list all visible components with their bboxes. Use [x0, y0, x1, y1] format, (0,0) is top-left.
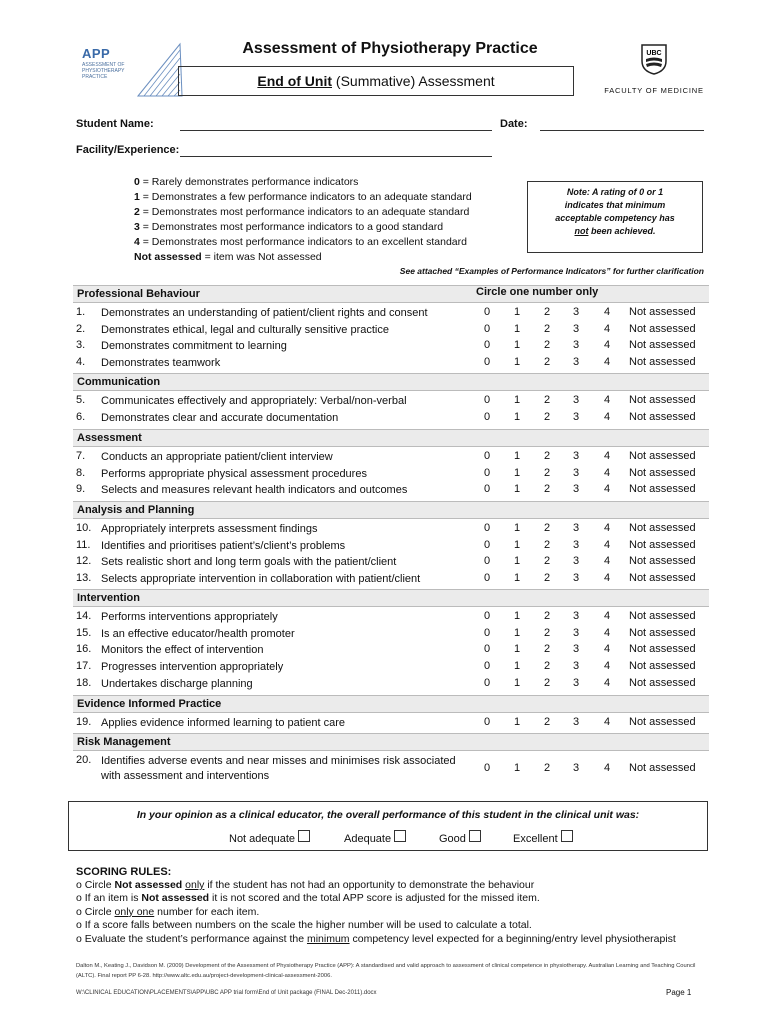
scale-item: 4 = Demonstrates most performance indicators to an excellent standard	[134, 236, 467, 248]
item-text: Demonstrates ethical, legal and culturally sensitive practice	[101, 323, 389, 336]
item-text: Identifies adverse events and near misses and minimises risk associated with assessment and interventions	[101, 755, 456, 782]
not-assessed-option[interactable]: Not assessed	[629, 466, 696, 479]
item-number: 5.	[76, 394, 86, 406]
not-assessed-option[interactable]: Not assessed	[629, 716, 696, 728]
item-text: Sets realistic short and long term goals with the patient/client	[101, 556, 397, 569]
score-option-2[interactable]: 2	[543, 339, 551, 352]
score-option-4[interactable]: 4	[603, 610, 611, 622]
checkbox[interactable]	[298, 830, 310, 842]
rule-item: o If an item is Not assessed it is not scored and the total APP score is adjusted for the missed item.	[76, 892, 540, 905]
score-option-2[interactable]: 2	[543, 643, 551, 656]
score-option-2[interactable]: 2	[543, 716, 551, 728]
score-option-0[interactable]: 0	[483, 555, 491, 568]
not-assessed-option[interactable]: Not assessed	[629, 538, 696, 551]
score-option-4[interactable]: 4	[603, 483, 611, 496]
scale-item: 3 = Demonstrates most performance indicators to a good standard	[134, 221, 444, 233]
not-assessed-option[interactable]: Not assessed	[629, 572, 696, 585]
table-row	[76, 716, 716, 732]
score-option-4[interactable]: 4	[603, 339, 611, 352]
score-option-3[interactable]: 3	[572, 522, 580, 534]
section-header: Risk Management	[73, 733, 709, 751]
score-option-4[interactable]: 4	[603, 322, 611, 335]
table-row	[76, 660, 716, 676]
score-option-2[interactable]: 2	[543, 450, 551, 462]
item-number: 1.	[76, 306, 86, 318]
item-text: Demonstrates commitment to learning	[101, 340, 287, 353]
table-row	[76, 339, 716, 355]
score-option-2[interactable]: 2	[543, 322, 551, 335]
not-assessed-option[interactable]: Not assessed	[629, 322, 696, 335]
item-number: 11.	[76, 538, 91, 551]
score-option-3[interactable]: 3	[572, 676, 580, 689]
score-option-1[interactable]: 1	[513, 394, 521, 406]
score-option-2[interactable]: 2	[543, 538, 551, 551]
table-row	[76, 610, 716, 626]
ubc-logo-text: UBC	[646, 50, 662, 57]
note-rest: been achieved.	[588, 226, 656, 236]
score-option-1[interactable]: 1	[513, 643, 521, 656]
score-option-3[interactable]: 3	[572, 450, 580, 462]
score-option-4[interactable]: 4	[603, 538, 611, 551]
score-option-3[interactable]: 3	[572, 306, 580, 318]
subtitle-rest: (Summative) Assessment	[332, 73, 495, 89]
table-row	[76, 394, 716, 410]
facility-field[interactable]	[180, 156, 492, 157]
score-option-4[interactable]: 4	[603, 676, 611, 689]
score-option-3[interactable]: 3	[572, 762, 580, 774]
option-label: Adequate	[344, 833, 392, 845]
item-text: Performs interventions appropriately	[101, 611, 278, 623]
score-option-0[interactable]: 0	[483, 676, 491, 689]
item-number: 12.	[76, 555, 92, 568]
score-option-0[interactable]: 0	[483, 610, 491, 622]
option-excellent[interactable]	[513, 830, 573, 845]
score-option-1[interactable]: 1	[513, 555, 521, 568]
table-row	[76, 483, 716, 499]
not-assessed-option[interactable]: Not assessed	[629, 522, 696, 534]
score-option-1[interactable]: 1	[513, 610, 521, 622]
score-option-2[interactable]: 2	[543, 306, 551, 318]
table-row	[76, 356, 716, 372]
scoring-rules-heading: SCORING RULES:	[76, 866, 172, 878]
option-not-adequate[interactable]	[229, 830, 310, 845]
score-option-3[interactable]: 3	[572, 483, 580, 496]
score-option-2[interactable]: 2	[543, 356, 551, 369]
note-not: not	[574, 226, 589, 236]
checkbox[interactable]	[394, 830, 406, 842]
item-text: Conducts an appropriate patient/client interview	[101, 451, 333, 463]
score-option-2[interactable]: 2	[543, 555, 551, 568]
item-text: Undertakes discharge planning	[101, 677, 253, 690]
item-number: 2.	[76, 322, 86, 335]
score-option-0[interactable]: 0	[483, 466, 491, 479]
score-option-3[interactable]: 3	[572, 660, 580, 673]
item-text: Demonstrates an understanding of patient/client rights and consent	[101, 307, 428, 319]
score-option-0[interactable]: 0	[483, 483, 491, 496]
checkbox[interactable]	[469, 830, 481, 842]
score-option-4[interactable]: 4	[603, 716, 611, 728]
score-option-0[interactable]: 0	[483, 538, 491, 551]
score-option-3[interactable]: 3	[572, 572, 580, 585]
item-number: 17.	[76, 660, 92, 673]
section-header: Communication	[73, 373, 709, 391]
score-option-1[interactable]: 1	[513, 410, 521, 423]
score-option-1[interactable]: 1	[513, 716, 521, 728]
item-text: Demonstrates teamwork	[101, 357, 221, 370]
score-option-1[interactable]: 1	[513, 322, 521, 335]
score-option-0[interactable]: 0	[483, 522, 491, 534]
score-option-0[interactable]: 0	[483, 339, 491, 352]
item-text: Performs appropriate physical assessment procedures	[101, 467, 367, 480]
rule-item: o Circle only one number for each item.	[76, 905, 260, 918]
table-row	[76, 555, 716, 571]
score-option-2[interactable]: 2	[543, 410, 551, 423]
score-option-1[interactable]: 1	[513, 676, 521, 689]
score-option-4[interactable]: 4	[603, 450, 611, 462]
table-row	[76, 539, 716, 555]
item-number: 8.	[76, 466, 86, 479]
rule-item: o Evaluate the student’s performance against the minimum competency level expected for a beginning/entry level physiotherapist	[76, 932, 676, 945]
item-text: Monitors the effect of intervention	[101, 644, 264, 657]
option-label: Excellent	[513, 833, 558, 845]
score-option-4[interactable]: 4	[603, 306, 611, 318]
score-option-0[interactable]: 0	[483, 322, 491, 335]
score-option-1[interactable]: 1	[513, 483, 521, 496]
references: Dalton M., Keating J., Davidson M. (2009) Development of the Assessment of Physiotherapy Practice (APP): A standardised and valid approach to assessment of clinical competence in physiotherapy. Australian Learning and Teaching Council (ALTC). Final report PP 6-28. http://www.altc.edu.au/project-development-clinical-assessment-2006.	[76, 963, 696, 979]
section-header: Evidence Informed Practice	[73, 695, 709, 713]
score-option-0[interactable]: 0	[483, 572, 491, 585]
item-number: 10.	[76, 522, 92, 534]
item-number: 3.	[76, 339, 86, 352]
section-header: Assessment	[73, 429, 709, 447]
item-text: Progresses intervention appropriately	[101, 661, 284, 674]
score-option-2[interactable]: 2	[543, 610, 551, 622]
score-option-1[interactable]: 1	[513, 306, 521, 318]
score-option-4[interactable]: 4	[603, 626, 611, 639]
item-number: 19.	[76, 716, 92, 728]
score-option-4[interactable]: 4	[603, 466, 611, 479]
assessment-subtitle	[178, 66, 574, 96]
score-option-4[interactable]: 4	[603, 572, 611, 585]
score-option-4[interactable]: 4	[603, 394, 611, 406]
item-text: Appropriately interprets assessment findings	[101, 523, 318, 535]
score-option-1[interactable]: 1	[513, 450, 521, 462]
score-option-0[interactable]: 0	[483, 626, 491, 639]
overall-question: In your opinion as a clinical educator, the overall performance of this student in the clinical unit was:	[136, 809, 640, 821]
note-line: indicates that minimum	[564, 200, 666, 210]
option-adequate[interactable]	[344, 830, 406, 845]
item-number: 14.	[76, 610, 92, 622]
scale-item: 0 = Rarely demonstrates performance indicators	[134, 176, 359, 188]
footer-file-path: W:\CLINICAL EDUCATION\PLACEMENTS\APP\UBC APP trial form\End of Unit package (FINAL Dec-2011).docx	[76, 990, 377, 996]
app-logo	[76, 40, 186, 100]
item-number: 4.	[76, 356, 86, 369]
option-label: Not adequate	[229, 833, 296, 845]
score-option-0[interactable]: 0	[483, 762, 491, 774]
item-number: 16.	[76, 643, 92, 656]
note-box	[527, 181, 703, 253]
score-option-4[interactable]: 4	[603, 762, 611, 774]
table-row	[76, 572, 716, 588]
item-number: 6.	[76, 410, 86, 423]
item-number: 13.	[76, 572, 92, 585]
student-name-field[interactable]	[180, 130, 492, 131]
ubc-crest-icon	[640, 43, 668, 75]
item-number: 15.	[76, 626, 92, 639]
section-header: Professional Behaviour	[73, 285, 709, 303]
app-logo-subtitle: ASSESSMENT OF PHYSIOTHERAPY PRACTICE	[82, 62, 125, 80]
score-option-4[interactable]: 4	[603, 660, 611, 673]
not-assessed-option[interactable]: Not assessed	[629, 483, 696, 496]
overall-performance-box	[68, 801, 708, 851]
item-number: 9.	[76, 483, 86, 496]
student-name-label: Student Name:	[76, 118, 154, 130]
date-label: Date:	[500, 118, 528, 130]
score-option-3[interactable]: 3	[572, 322, 580, 335]
option-label: Good	[439, 833, 466, 845]
score-option-2[interactable]: 2	[543, 522, 551, 534]
score-option-0[interactable]: 0	[483, 394, 491, 406]
item-text: Applies evidence informed learning to patient care	[101, 717, 345, 729]
page-title: Assessment of Physiotherapy Practice	[242, 40, 538, 57]
score-option-0[interactable]: 0	[483, 410, 491, 423]
score-option-1[interactable]: 1	[513, 660, 521, 673]
score-option-1[interactable]: 1	[513, 339, 521, 352]
score-option-3[interactable]: 3	[572, 555, 580, 568]
section-header: Intervention	[73, 589, 709, 607]
score-option-1[interactable]: 1	[513, 538, 521, 551]
date-field[interactable]	[540, 130, 704, 131]
table-row	[76, 306, 716, 322]
not-assessed-option[interactable]: Not assessed	[629, 660, 696, 673]
score-option-0[interactable]: 0	[483, 643, 491, 656]
score-option-1[interactable]: 1	[513, 572, 521, 585]
note-line	[528, 225, 702, 238]
score-option-0[interactable]: 0	[483, 450, 491, 462]
table-row	[76, 467, 716, 483]
score-option-1[interactable]: 1	[513, 466, 521, 479]
score-option-2[interactable]: 2	[543, 660, 551, 673]
item-text: Identifies and prioritises patient’s/client’s problems	[101, 539, 346, 552]
not-assessed-option[interactable]: Not assessed	[629, 450, 696, 462]
note-line: acceptable competency has	[555, 213, 675, 223]
not-assessed-option[interactable]: Not assessed	[629, 306, 696, 318]
table-row	[76, 450, 716, 466]
item-text: Selects appropriate intervention in collaboration with patient/client	[101, 573, 421, 586]
score-option-3[interactable]: 3	[572, 643, 580, 656]
scoring-rules-list	[76, 879, 676, 946]
table-row	[76, 754, 716, 786]
table-row	[76, 643, 716, 659]
score-option-0[interactable]: 0	[483, 660, 491, 673]
scale-item: Not assessed = item was Not assessed	[134, 251, 322, 263]
see-attached-note: See attached “Examples of Performance Indicators” for further clarification	[399, 266, 704, 276]
score-option-3[interactable]: 3	[572, 356, 580, 369]
item-text: Communicates effectively and appropriately: Verbal/non-verbal	[101, 395, 407, 407]
item-text: Selects and measures relevant health indicators and outcomes	[101, 484, 408, 497]
score-option-2[interactable]: 2	[543, 762, 551, 774]
score-option-4[interactable]: 4	[603, 522, 611, 534]
score-option-4[interactable]: 4	[603, 410, 611, 423]
not-assessed-option[interactable]: Not assessed	[629, 356, 696, 369]
circle-one-header: Circle one number only	[476, 286, 599, 298]
item-number: 18.	[76, 676, 92, 689]
score-option-0[interactable]: 0	[483, 356, 491, 369]
score-option-2[interactable]: 2	[543, 676, 551, 689]
score-option-3[interactable]: 3	[572, 466, 580, 479]
score-option-3[interactable]: 3	[572, 626, 580, 639]
score-option-1[interactable]: 1	[513, 522, 521, 534]
score-option-2[interactable]: 2	[543, 626, 551, 639]
score-option-0[interactable]: 0	[483, 306, 491, 318]
not-assessed-option[interactable]: Not assessed	[629, 410, 696, 423]
score-option-1[interactable]: 1	[513, 356, 521, 369]
not-assessed-option[interactable]: Not assessed	[629, 610, 696, 622]
score-option-3[interactable]: 3	[572, 538, 580, 551]
table-row	[76, 627, 716, 643]
app-logo-title: APP	[82, 46, 111, 61]
score-option-2[interactable]: 2	[543, 394, 551, 406]
table-row	[76, 677, 716, 693]
subtitle-bold: End of Unit	[257, 73, 333, 89]
option-good[interactable]	[439, 830, 481, 845]
not-assessed-option[interactable]: Not assessed	[629, 643, 696, 656]
score-option-3[interactable]: 3	[572, 610, 580, 622]
score-option-2[interactable]: 2	[543, 572, 551, 585]
facility-label: Facility/Experience:	[76, 144, 180, 156]
table-row	[76, 522, 716, 538]
not-assessed-option[interactable]: Not assessed	[629, 626, 696, 639]
not-assessed-option[interactable]: Not assessed	[629, 394, 696, 406]
score-option-2[interactable]: 2	[543, 483, 551, 496]
scale-item: 2 = Demonstrates most performance indicators to an adequate standard	[134, 206, 470, 218]
score-option-4[interactable]: 4	[603, 643, 611, 656]
item-text: Is an effective educator/health promoter	[101, 627, 295, 640]
scale-item: 1 = Demonstrates a few performance indicators to an adequate standard	[134, 191, 472, 203]
rule-item: o If a score falls between numbers on the scale the higher number will be used to calculate a total.	[76, 919, 532, 932]
table-row	[76, 323, 716, 339]
rule-item: o Circle Not assessed only if the student has not had an opportunity to demonstrate the behaviour	[76, 879, 535, 891]
faculty-label: FACULTY OF MEDICINE	[604, 86, 704, 95]
rating-scale	[134, 175, 472, 265]
score-option-1[interactable]: 1	[513, 762, 521, 774]
not-assessed-option[interactable]: Not assessed	[629, 676, 696, 689]
score-option-4[interactable]: 4	[603, 555, 611, 568]
score-option-3[interactable]: 3	[572, 339, 580, 352]
score-option-1[interactable]: 1	[513, 626, 521, 639]
item-text: Demonstrates clear and accurate documentation	[101, 411, 339, 424]
note-line: Note: A rating of 0 or 1	[566, 187, 664, 197]
item-number: 7.	[76, 450, 86, 462]
item-number: 20.	[76, 754, 92, 766]
table-row	[76, 411, 716, 427]
score-option-3[interactable]: 3	[572, 716, 580, 728]
not-assessed-option[interactable]: Not assessed	[629, 762, 696, 774]
page-number: Page 1	[666, 988, 692, 997]
not-assessed-option[interactable]: Not assessed	[629, 339, 696, 352]
score-option-4[interactable]: 4	[603, 356, 611, 369]
checkbox[interactable]	[561, 830, 573, 842]
score-option-2[interactable]: 2	[543, 466, 551, 479]
score-option-3[interactable]: 3	[572, 394, 580, 406]
not-assessed-option[interactable]: Not assessed	[629, 555, 696, 568]
section-header: Analysis and Planning	[73, 501, 709, 519]
score-option-0[interactable]: 0	[483, 716, 491, 728]
score-option-3[interactable]: 3	[572, 410, 580, 423]
